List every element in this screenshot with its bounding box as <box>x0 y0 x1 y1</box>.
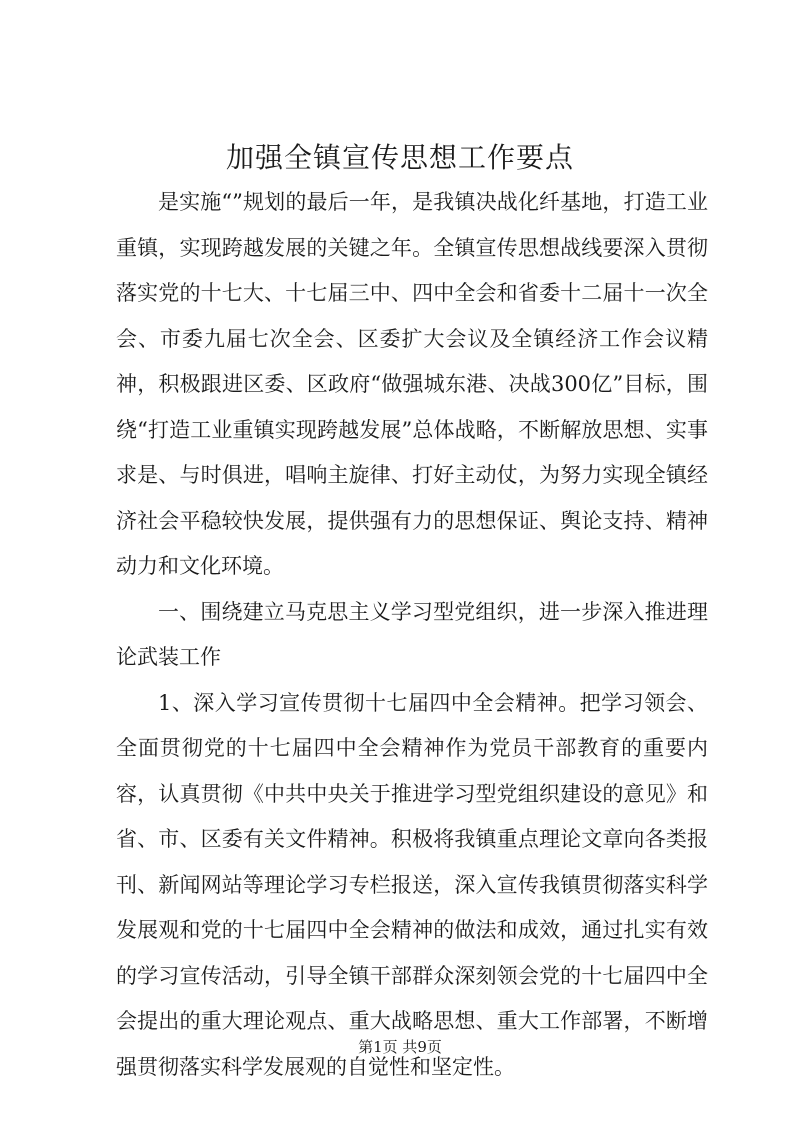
paragraph-item-1: 1、深入学习宣传贯彻十七届四中全会精神。把学习领会、全面贯彻党的十七届四中全会精神作为党员干部教育的重要内容，认真贯彻《中共中央关于推进学习型党组织建设的意见》和省、市、区委有关文件精神。积极将我镇重点理论文章向各类报刊、新闻网站等理论学习专栏报送，深入宣传我镇贯彻落实科学发展观和党的十七届四中全会精神的做法和成效，通过扎实有效的学习宣传活动，引导全镇干部群众深刻领会党的十七届四中全会提出的重大理论观点、重大战略思想、重大工作部署，不断增强贯彻落实科学发展观的自觉性和坚定性。 <box>116 690 708 1079</box>
paragraph-intro: 是实施“”规划的最后一年，是我镇决战化纤基地，打造工业重镇，实现跨越发展的关键之年。全镇宣传思想战线要深入贯彻落实党的十七大、十七届三中、四中全会和省委十二届十一次全会、市委九届七次全会、区委扩大会议及全镇经济工作会议精神，积极跟进区委、区政府“做强城东港、决战300亿”目标，围绕“打造工业重镇实现跨越发展”总体战略，不断解放思想、实事求是、与时俱进，唱响主旋律、打好主动仗，为努力实现全镇经济社会平稳较快发展，提供强有力的思想保证、舆论支持、精神动力和文化环境。 <box>116 190 708 578</box>
page-number: 第1页 共9页 <box>358 1038 442 1056</box>
document-body <box>116 180 708 1090</box>
section-heading-1: 一、围绕建立马克思主义学习型党组织，进一步深入推进理论武装工作 <box>116 599 708 669</box>
document-title: 加强全镇宣传思想工作要点 <box>225 141 574 174</box>
